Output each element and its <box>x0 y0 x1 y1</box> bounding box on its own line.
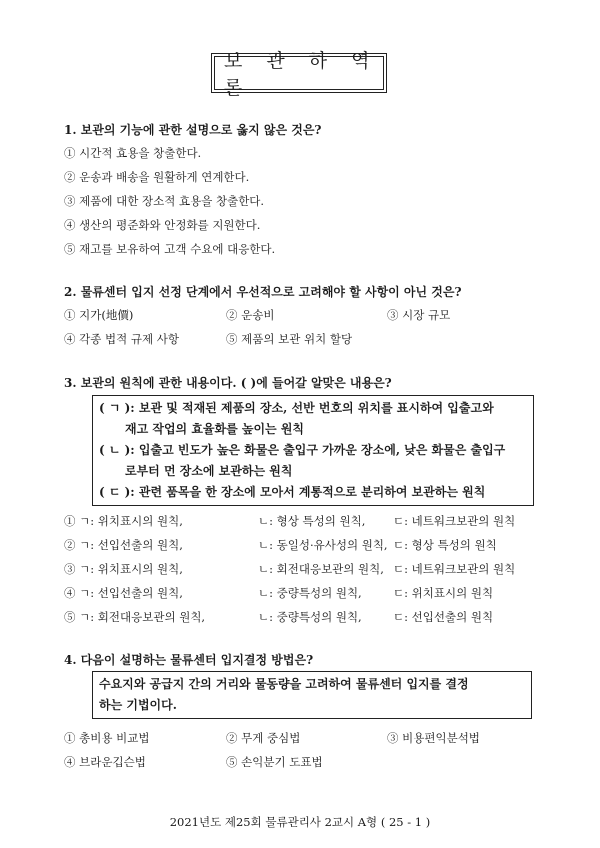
q3-option-2-b: ㄴ: 동일성·유사성의 원칙, <box>258 538 388 552</box>
question-3: 3. 보관의 원칙에 관한 내용이다. ( )에 들어갈 알맞은 내용은? <box>64 376 392 390</box>
q3-option-4-c: ㄷ: 위치표시의 원칙 <box>393 586 494 600</box>
q3-option-2-a: ② ㄱ: 선입선출의 원칙, <box>64 538 183 552</box>
q3-condition-line-3: ( ㄴ ): 입출고 빈도가 높은 화물은 출입구 가까운 장소에, 낮은 화물은 출입구 <box>99 443 506 457</box>
q1-option-5[interactable]: ⑤ 재고를 보유하여 고객 수요에 대응한다. <box>64 242 276 256</box>
q3-option-2-c: ㄷ: 형상 특성의 원칙 <box>393 538 497 552</box>
q1-option-4[interactable]: ④ 생산의 평준화와 안정화를 지원한다. <box>64 218 261 232</box>
q3-option-1-c: ㄷ: 네트워크보관의 원칙 <box>393 514 516 528</box>
q4-condition-line-1: 수요지와 공급지 간의 거리와 물동량을 고려하여 물류센터 입지를 결정 <box>99 677 469 691</box>
q3-condition-line-1: ( ㄱ ): 보관 및 적재된 제품의 장소, 선반 번호의 위치를 표시하여 입출고와 <box>99 401 494 415</box>
q3-option-1-b: ㄴ: 형상 특성의 원칙, <box>258 514 366 528</box>
question-2: 2. 물류센터 입지 선정 단계에서 우선적으로 고려해야 할 사항이 아닌 것은? <box>64 285 462 299</box>
q1-option-2[interactable]: ② 운송과 배송을 원활하게 연계한다. <box>64 170 250 184</box>
q3-condition-line-5: ( ㄷ ): 관련 품목을 한 장소에 모아서 계통적으로 분리하여 보관하는 원칙 <box>99 485 486 499</box>
q3-condition-box <box>92 395 534 506</box>
q3-option-1-a: ① ㄱ: 위치표시의 원칙, <box>64 514 183 528</box>
q3-option-5-a: ⑤ ㄱ: 회전대응보관의 원칙, <box>64 610 206 624</box>
q4-option-5[interactable]: ⑤ 손익분기 도표법 <box>226 755 323 769</box>
q4-condition-line-2: 하는 기법이다. <box>99 698 177 712</box>
q3-option-3-b: ㄴ: 회전대응보관의 원칙, <box>258 562 384 576</box>
q1-option-1[interactable]: ① 시간적 효용을 창출한다. <box>64 146 202 160</box>
question-4: 4. 다음이 설명하는 물류센터 입지결정 방법은? <box>64 653 314 667</box>
q4-condition-box <box>92 671 532 719</box>
q3-option-4-a: ④ ㄱ: 선입선출의 원칙, <box>64 586 183 600</box>
page-footer: 2021년도 제25회 물류관리사 2교시 A형 ( 25 - 1 ) <box>169 815 431 829</box>
q3-option-3-c: ㄷ: 네트워크보관의 원칙 <box>393 562 516 576</box>
page-title: 보 관 하 역 론 <box>214 56 384 90</box>
q4-option-1[interactable]: ① 총비용 비교법 <box>64 731 150 745</box>
q4-option-3[interactable]: ③ 비용편익분석법 <box>387 731 480 745</box>
q4-option-2[interactable]: ② 무게 중심법 <box>226 731 301 745</box>
q3-condition-line-4: 로부터 먼 장소에 보관하는 원칙 <box>125 464 293 478</box>
q2-option-3[interactable]: ③ 시장 규모 <box>387 308 451 322</box>
q1-option-3[interactable]: ③ 제품에 대한 장소적 효용을 창출한다. <box>64 194 265 208</box>
q3-option-4-b: ㄴ: 중량특성의 원칙, <box>258 586 362 600</box>
q2-option-4[interactable]: ④ 각종 법적 규제 사항 <box>64 332 179 346</box>
q3-option-5-c: ㄷ: 선입선출의 원칙 <box>393 610 494 624</box>
q3-condition-line-2: 재고 작업의 효율화를 높이는 원칙 <box>125 422 305 436</box>
q3-option-5-b: ㄴ: 중량특성의 원칙, <box>258 610 362 624</box>
q4-option-4[interactable]: ④ 브라운깁슨법 <box>64 755 146 769</box>
q2-option-1[interactable]: ① 지가(地價) <box>64 308 134 322</box>
question-1: 1. 보관의 기능에 관한 설명으로 옳지 않은 것은? <box>64 123 322 137</box>
q2-option-5[interactable]: ⑤ 제품의 보관 위치 할당 <box>226 332 353 346</box>
q3-option-3-a: ③ ㄱ: 위치표시의 원칙, <box>64 562 183 576</box>
q2-option-2[interactable]: ② 운송비 <box>226 308 275 322</box>
